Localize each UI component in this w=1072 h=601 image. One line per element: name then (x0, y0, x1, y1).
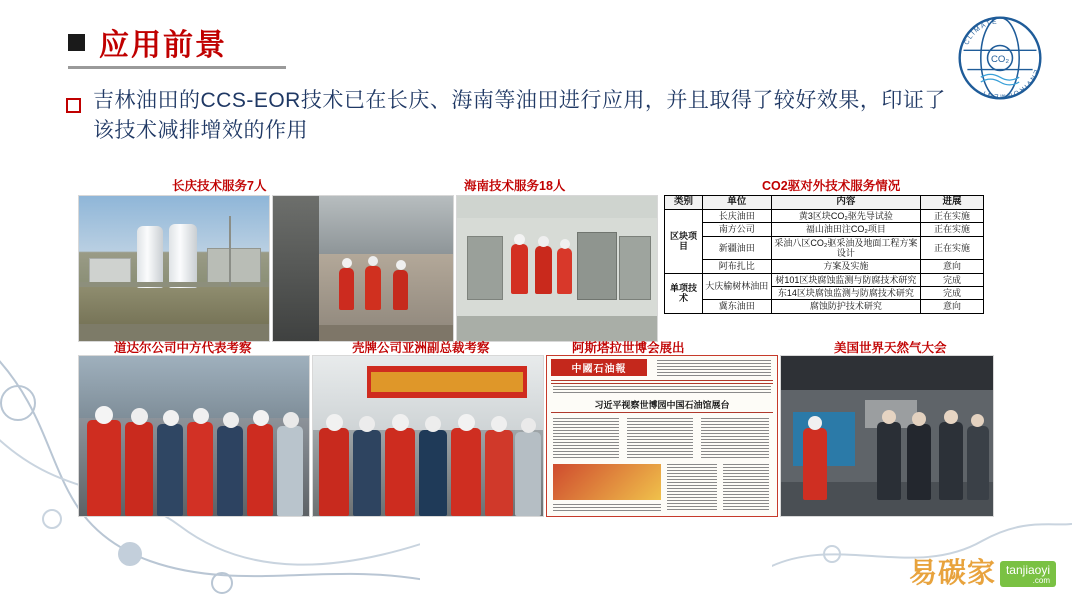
photo-newspaper-astana-expo (546, 355, 778, 517)
photo-world-gas-conference (780, 355, 994, 517)
table-cell-progress: 正在实施 (921, 223, 984, 236)
caption-photo5: 壳牌公司亚洲副总裁考察 (352, 341, 490, 355)
table-cell-progress: 意向 (921, 300, 984, 313)
bullet-marker-square (66, 98, 81, 113)
table-cell-progress: 完成 (921, 273, 984, 286)
title-text: 应用前景 (99, 29, 227, 62)
table-row (665, 260, 984, 273)
table-cell-content: 方案及实施 (771, 260, 920, 273)
watermark-badge-text: tanjiaoyi (1005, 563, 1050, 577)
logo-text-top: CLIMATE (963, 18, 999, 47)
caption-photo4: 道达尔公司中方代表考察 (114, 341, 252, 355)
newspaper-headline: 习近平视察世博园中国石油馆展台 (594, 400, 730, 410)
photo-changqing-plant (78, 195, 270, 342)
watermark-brand: 易碳家 (908, 557, 996, 588)
watermark-domain: .com (1032, 576, 1050, 585)
photo-hainan-equipment (456, 195, 658, 342)
table-cell-unit: 南方公司 (702, 223, 771, 236)
photo-workers-site (272, 195, 454, 342)
table-header-content: 内容 (771, 196, 920, 210)
caption-photo6: 阿斯塔拉世博会展出 (572, 341, 685, 355)
table-cell-progress: 完成 (921, 286, 984, 299)
caption-photo3: 海南技术服务18人 (464, 179, 566, 193)
table-header-unit: 单位 (702, 196, 771, 210)
table-header-row (665, 196, 984, 210)
table-cell-unit: 冀东油田 (702, 300, 771, 313)
table-cell-content: 福山油田注CO₂项目 (771, 223, 920, 236)
photo-shell-visit (312, 355, 544, 517)
bullet-text: 吉林油田的CCS-EOR技术已在长庆、海南等油田进行应用，并且取得了较好效果，印证了该技术减排增效的作用 (93, 89, 946, 143)
table-row (665, 209, 984, 222)
table-cell-progress: 正在实施 (921, 236, 984, 260)
caption-photo1: 长庆技术服务7人 (172, 179, 267, 193)
table-cell-unit: 阿布扎比 (702, 260, 771, 273)
table-cell-content: 东14区块腐蚀监测与防腐技术研究 (771, 286, 920, 299)
table-cell-content: 采油八区CO₂驱采油及地面工程方案设计 (771, 236, 920, 260)
newspaper-masthead: 中國石油報 (551, 359, 647, 376)
table-cell-unit-merged: 大庆榆树林油田 (702, 273, 771, 300)
services-table (664, 195, 984, 314)
table-cell-unit: 长庆油田 (702, 209, 771, 222)
title-bullet-square (68, 34, 85, 51)
table-cell-content: 腐蚀防护技术研究 (771, 300, 920, 313)
caption-photo7: 美国世界天然气大会 (834, 341, 947, 355)
svg-text:CO₂: CO₂ (990, 53, 1010, 65)
table-row (665, 236, 984, 260)
table-row (665, 223, 984, 236)
table-cell-progress: 意向 (921, 260, 984, 273)
table-cell-progress: 正在实施 (921, 209, 984, 222)
newspaper-photo (553, 464, 661, 500)
caption-table: CO2驱对外技术服务情况 (762, 179, 901, 193)
table-cell-content: 黄3区块CO₂驱先导试验 (771, 209, 920, 222)
watermark (909, 559, 1056, 587)
title-underline (68, 66, 286, 69)
page-title (68, 20, 227, 64)
table-row (665, 300, 984, 313)
table-cell-unit: 新疆油田 (702, 236, 771, 260)
table-cell-category-block: 区块项目 (665, 209, 703, 273)
table-row (665, 273, 984, 286)
table-header-progress: 进展 (921, 196, 984, 210)
photo-total-delegation (78, 355, 310, 517)
logo-text-bottom: ENVIRONMENT (979, 68, 1040, 100)
watermark-badge (1000, 561, 1056, 587)
climate-change-logo (952, 10, 1048, 106)
bullet-paragraph (66, 86, 956, 147)
table-cell-content: 树101区块腐蚀监测与防腐技术研究 (771, 273, 920, 286)
table-cell-category-tech: 单项技术 (665, 273, 703, 313)
table-header-cat: 类别 (665, 196, 703, 210)
